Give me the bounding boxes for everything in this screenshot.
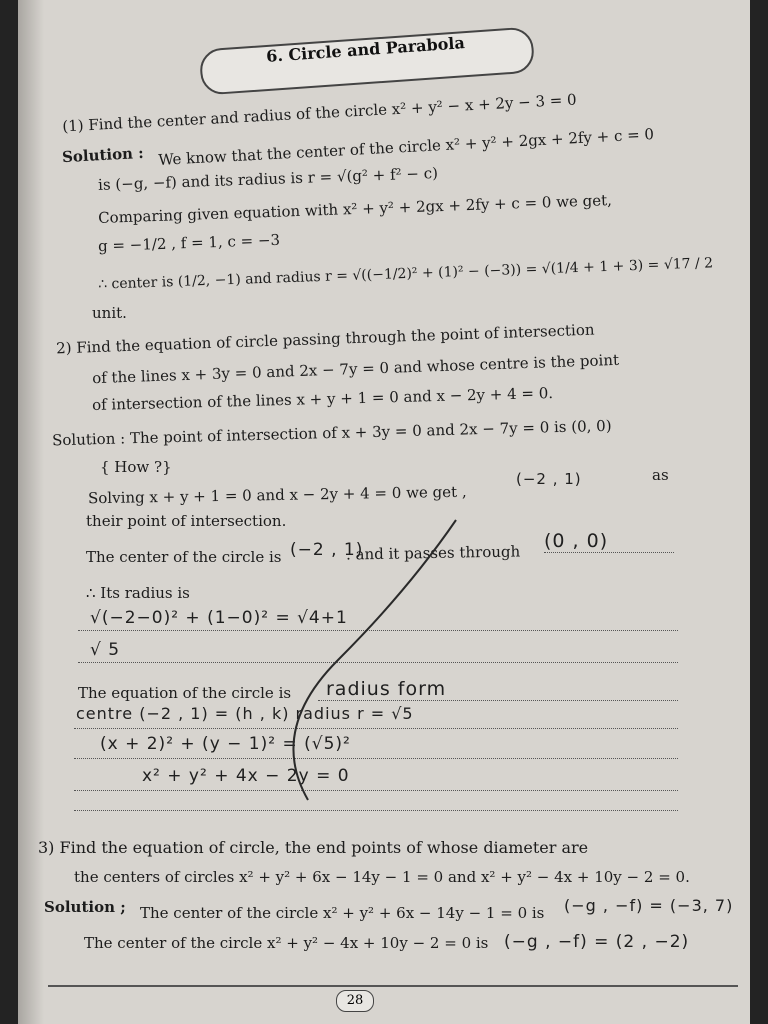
- page-number: 28: [336, 990, 374, 1012]
- q2-solving: Solving x + y + 1 = 0 and x − 2y + 4 = 0 we get ,: [87, 482, 467, 508]
- footer-rule: [48, 985, 738, 987]
- q1-question: (1) Find the center and radius of the circle x² + y² − x + 2y − 3 = 0: [61, 90, 578, 136]
- q3-line4: The center of the circle x² + y² − 4x + 10y − 2 = 0 is: [84, 934, 489, 952]
- q2-center-hand: (−2 , 1): [290, 540, 364, 560]
- q2-line2: of the lines x + 3y = 0 and 2x − 7y = 0 and whose centre is the point: [91, 350, 620, 388]
- q2-hand-eq4: x² + y² + 4x − 2y = 0: [142, 766, 350, 786]
- q2-hand-eq2: centre (−2 , 1) = (h , k) radius r = √5: [76, 704, 414, 723]
- q2-center-text-b: . and it passes through: [345, 542, 521, 564]
- q1-solution-label: Solution :: [61, 143, 145, 167]
- q2-hand-radius1: √(−2−0)² + (1−0)² = √4+1: [90, 608, 348, 628]
- q1-line2: is (−g, −f) and its radius is r = √(g² + f² − c): [97, 164, 439, 194]
- q1-line4: g = −1/2 , f = 1, c = −3: [97, 230, 281, 256]
- q3-line4-hand: (−g , −f) = (2 , −2): [504, 932, 690, 952]
- q2-passes-hand: (0 , 0): [544, 530, 609, 552]
- q2-line1: 2) Find the equation of circle passing through the point of intersection: [55, 320, 595, 358]
- chapter-title: 6. Circle and Parabola: [265, 33, 466, 66]
- q2-how: { How ?}: [100, 458, 172, 476]
- q2-solving-answer: (−2 , 1): [516, 470, 582, 488]
- q3-line3-hand: (−g , −f) = (−3, 7): [564, 896, 734, 915]
- q1-line5: ∴ center is (1/2, −1) and radius r = √((−1/2)² + (1)² − (−3)) = √(1/4 + 1 + 3) = √17 / 2: [97, 255, 714, 293]
- q2-equation-label: The equation of the circle is: [78, 684, 292, 702]
- q2-hand-eq3: (x + 2)² + (y − 1)² = (√5)²: [100, 734, 351, 754]
- q2-their-point: their point of intersection.: [86, 512, 287, 530]
- q2-line3: of intersection of the lines x + y + 1 = 0 and x − 2y + 4 = 0.: [91, 383, 554, 415]
- q2-radius-is: ∴ Its radius is: [86, 584, 190, 602]
- q3-solution-label: Solution ;: [44, 898, 126, 916]
- q2-hand-radius2: √ 5: [90, 640, 121, 660]
- q1-line1: We know that the center of the circle x² + y² + 2gx + 2fy + c = 0: [157, 125, 655, 169]
- q2-hand-eq1: radius form: [326, 678, 447, 700]
- q3-line2: the centers of circles x² + y² + 6x − 14y − 1 = 0 and x² + y² − 4x + 10y − 2 = 0.: [74, 868, 690, 886]
- q1-line3: Comparing given equation with x² + y² + 2gx + 2fy + c = 0 we get,: [97, 191, 613, 227]
- q2-center-text-a: The center of the circle is: [86, 548, 282, 566]
- book-page: [18, 0, 750, 1024]
- q1-line6: unit.: [92, 304, 127, 322]
- q3-line1: 3) Find the equation of circle, the end points of whose diameter are: [38, 838, 589, 857]
- q2-solving-as: as: [652, 466, 669, 484]
- q3-line3: The center of the circle x² + y² + 6x − 14y − 1 = 0 is: [140, 904, 545, 922]
- q2-solution: Solution : The point of intersection of x + 3y = 0 and 2x − 7y = 0 is (0, 0): [51, 416, 612, 450]
